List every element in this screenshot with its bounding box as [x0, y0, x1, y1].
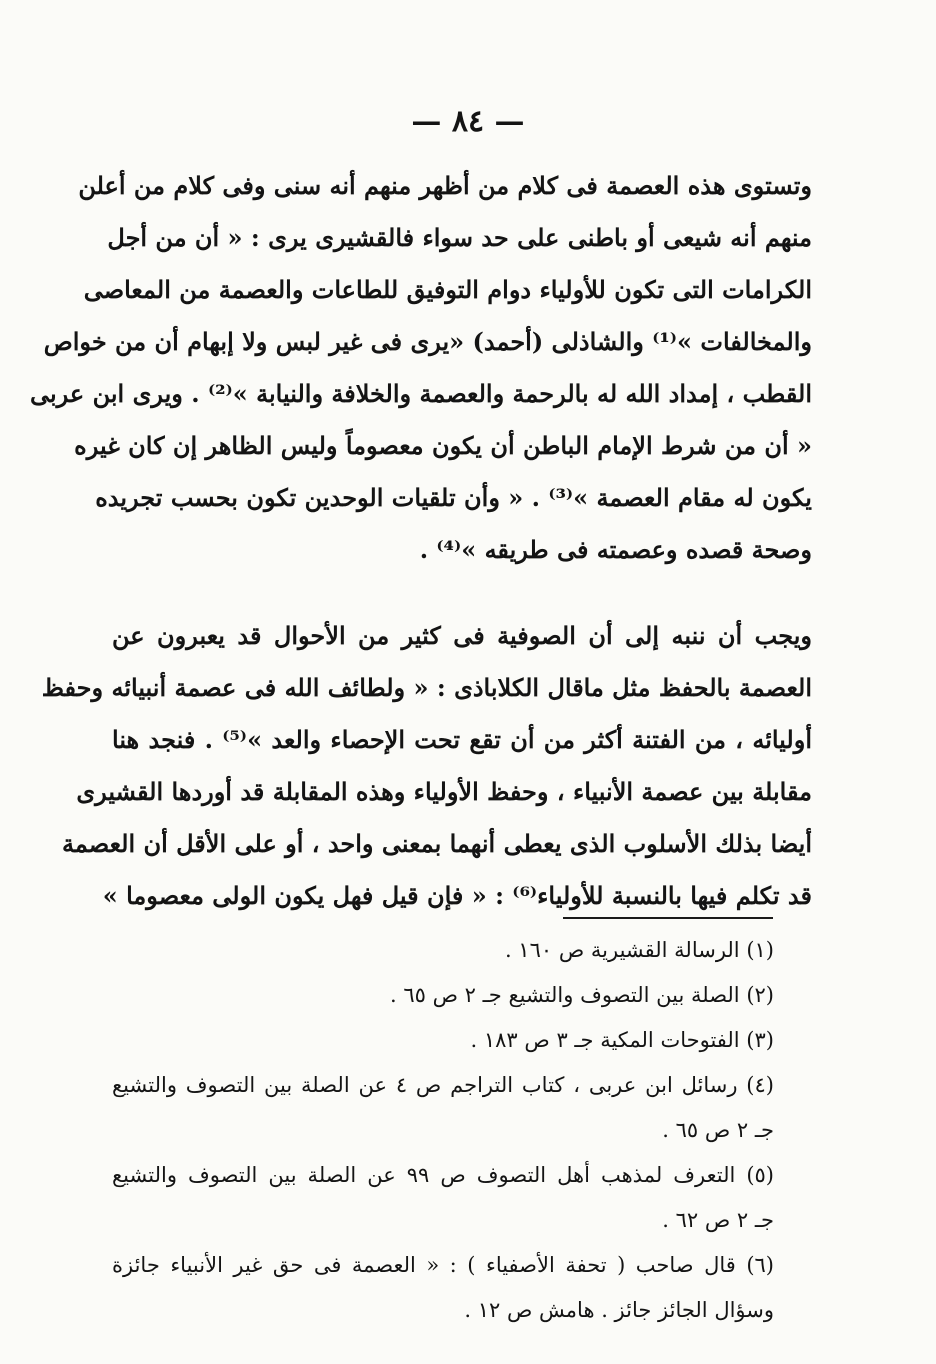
page-number: — ٨٤ —	[411, 104, 525, 139]
footnote-5: (٥) التعرف لمذهب أهل التصوف ص ٩٩ عن الصلة بين التصوف والتشيع	[112, 1163, 774, 1187]
text-line: مقابلة بين عصمة الأنبياء ، وحفظ الأولياء وهذه المقابلة قد أوردها القشيرى	[76, 777, 812, 806]
text-line: والمخالفات »⁽¹⁾ والشاذلى (أحمد) «يرى فى غير لبس ولا إبهام أن من خواص	[43, 327, 812, 356]
text-line: أوليائه ، من الفتنة أكثر من أن تقع تحت الإحصاء والعد »⁽⁵⁾ . فنجد هنا	[112, 725, 812, 754]
footnotes	[112, 928, 774, 1333]
footnote-4-continued: جـ ٢ ص ٦٥ .	[662, 1118, 774, 1142]
text-line: أيضا بذلك الأسلوب الذى يعطى أنهما بمعنى واحد ، أو على الأقل أن العصمة	[62, 829, 812, 858]
text-line: وتستوى هذه العصمة فى كلام من أظهر منهم أنه سنى وفى كلام من أعلن	[78, 171, 812, 200]
text-line: ويجب أن ننبه إلى أن الصوفية فى كثير من الأحوال قد يعبرون عن	[112, 621, 812, 650]
text-line: العصمة بالحفظ مثل ماقال الكلاباذى : « ولطائف الله فى عصمة أنبيائه وحفظ	[41, 673, 812, 702]
footnote-1: (١) الرسالة القشيرية ص ١٦٠ .	[504, 938, 774, 962]
footnote-divider	[563, 917, 773, 919]
paragraph-2	[41, 610, 812, 922]
text-line: « أن من شرط الإمام الباطن أن يكون معصوماً وليس الظاهر إن كان غيره	[74, 431, 812, 460]
footnote-6: (٦) قال صاحب ( تحفة الأصفياء ) : « العصمة فى حق غير الأنبياء جائزة	[112, 1253, 774, 1277]
text-line: الكرامات التى تكون للأولياء دوام التوفيق للطاعات والعصمة من المعاصى	[83, 275, 812, 304]
footnote-2: (٢) الصلة بين التصوف والتشيع جـ ٢ ص ٦٥ .	[390, 983, 774, 1007]
paragraph-gap	[112, 576, 812, 610]
text-line: يكون له مقام العصمة »⁽³⁾ . « وأن تلقيات الوحدين تكون بحسب تجريده	[95, 483, 812, 512]
text-line: وصحة قصده وعصمته فى طريقه »⁽⁴⁾ .	[419, 535, 812, 564]
main-text	[30, 160, 812, 922]
footnote-5-continued: جـ ٢ ص ٦٢ .	[662, 1208, 774, 1232]
footnote-3: (٣) الفتوحات المكية جـ ٣ ص ١٨٣ .	[470, 1028, 774, 1052]
footnote-6-continued: وسؤال الجائز جائز . هامش ص ١٢ .	[464, 1298, 774, 1322]
paragraph-1	[30, 160, 812, 576]
text-line: القطب ، إمداد الله له بالرحمة والعصمة والخلافة والنيابة »⁽²⁾ . ويرى ابن عربى	[30, 379, 812, 408]
text-line: قد تكلم فيها بالنسبة للأولياء⁽⁶⁾ : « فإن قيل فهل يكون الولى معصوما »	[102, 881, 812, 910]
text-line: منهم أنه شيعى أو باطنى على حد سواء فالقشيرى يرى : « أن من أجل	[107, 223, 812, 252]
footnote-4: (٤) رسائل ابن عربى ، كتاب التراجم ص ٤ عن الصلة بين التصوف والتشيع	[112, 1073, 774, 1097]
